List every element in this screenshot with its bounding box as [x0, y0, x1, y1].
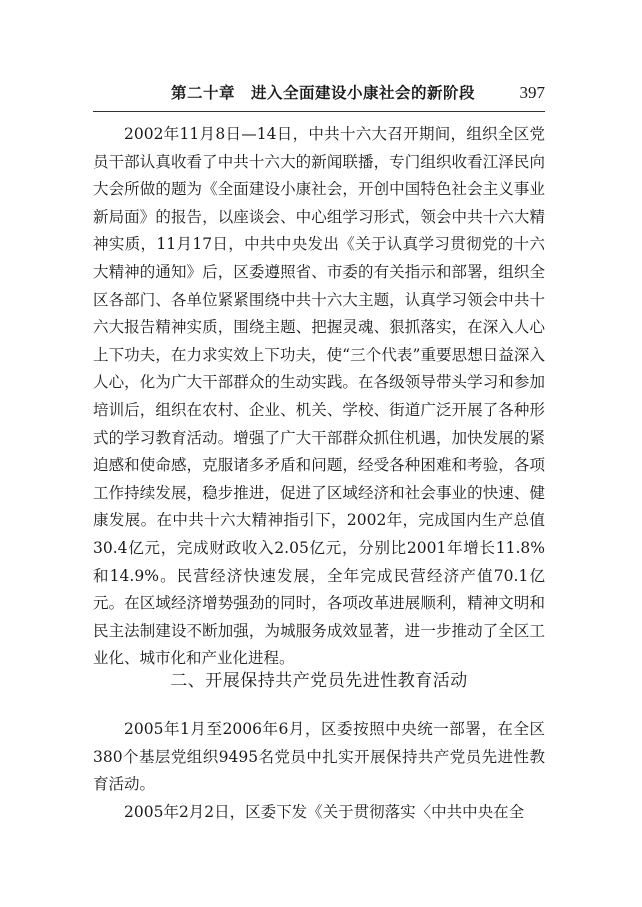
page-number: 397: [519, 83, 545, 102]
body-text-bottom: [93, 716, 545, 826]
paragraph: 2002年11月8日—14日，中共十六大召开期间，组织全区党员干部认真收看了中共十六大的新闻联播，专门组织收看江泽民向大会所做的题为《全面建设小康社会，开创中国特色社会主义事业新局面》的报告，以座谈会、中心组学习形式，领会中共十六大精神实质，11月17日，中共中央发出《关于认真学习贯彻党的十六大精神的通知》后，区委遵照省、市委的有关指示和部署，组织全区各部门、各单位紧紧围绕中共十六大主题，认真学习领会中共十六大报告精神实质，围绕主题、把握灵魂、狠抓落实，在深入人心上下功夫，在力求实效上下功夫，使“三个代表”重要思想日益深入人心，化为广大干部群众的生动实践。在各级领导带头学习和参加培训后，组织在农村、企业、机关、学校、街道广泛开展了各种形式的学习教育活动。增强了广大干部群众抓住机遇，加快发展的紧迫感和使命感，克服诸多矛盾和问题，经受各种困难和考验，各项工作持续发展，稳步推进，促进了区域经济和社会事业的快速、健康发展。在中共十六大精神指引下，2002年，完成国内生产总值30.4亿元，完成财政收入2.05亿元，分别比2001年增长11.8%和14.9%。民营经济快速发展，全年完成民营经济产值70.1亿元。在区域经济增势强劲的同时，各项改革进展顺利，精神文明和民主法制建设不断加强，为城服务成效显著，进一步推动了全区工业化、城市化和产业化进程。: [93, 125, 545, 668]
running-header: [93, 82, 545, 106]
body-text-top: [93, 121, 545, 673]
chapter-title: 第二十章 进入全面建设小康社会的新阶段: [170, 84, 475, 102]
section-heading: 二、开展保持共产党员先进性教育活动: [170, 671, 468, 691]
paragraph: 2005年2月2日，区委下发《关于贯彻落实〈中共中央在全: [124, 802, 525, 821]
header-divider: [93, 111, 545, 112]
paragraph: 2005年1月至2006年6月，区委按照中央统一部署，在全区380个基层党组织9495名党员中扎实开展保持共产党员先进性教育活动。: [93, 720, 545, 794]
